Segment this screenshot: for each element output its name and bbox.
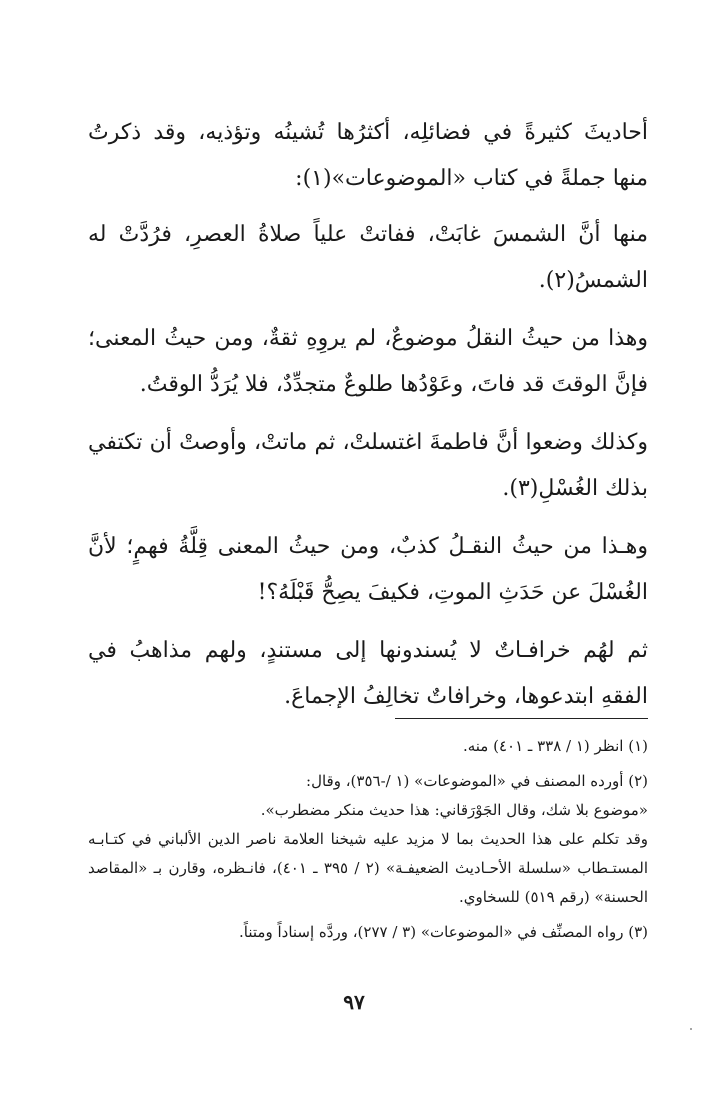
- paragraph-2: منها أنَّ الشمسَ غابَتْ، ففاتتْ علياً صلاةُ العصرِ، فرُدَّتْ له الشمسُ(٢).: [88, 222, 648, 293]
- page-number: ٩٧: [343, 990, 365, 1014]
- paragraph-3: وهذا من حيثُ النقلُ موضوعٌ، لم يروِهِ ثقةٌ، ومن حيثُ المعنى؛ فإنَّ الوقتَ قد فاتَ، وعَوْدُها طلوعٌ متجدِّدٌ، فلا يُرَدُّ الوقتُ.: [88, 326, 648, 397]
- footnote-2-quote: «موضوع بلا شك، وقال الجَوْرَقاني: هذا حديث منكر مضطرب».: [260, 801, 648, 819]
- footnote-divider: [395, 718, 648, 719]
- main-text: [88, 110, 648, 732]
- paragraph-5: وهـذا من حيثُ النقـلُ كذبٌ، ومن حيثُ المعنى قِلَّةُ فهمٍ؛ لأنَّ الغُسْلَ عن حَدَثِ الموتِ، فكيفَ يصِحُّ قَبْلَهُ؟!: [88, 534, 648, 605]
- footnote-2-continuation: وقد تكلم على هذا الحديث بما لا مزيد عليه شيخنا العلامة ناصر الدين الألباني في كتـابـه المستـطاب «سلسلة الأحـاديث الضعيفـة» (٢ / ٣٩٥ ـ ٤٠١)، فانـظره، وقارن بـ «المقاصد الحسنة» (رقم ٥١٩) للسخاوي.: [88, 830, 648, 906]
- footnote-2: (٢) أورده المصنف في «الموضوعات» (١ /-٣٥٦)، وقال:: [306, 772, 648, 790]
- scan-speck: [690, 1028, 692, 1030]
- footnotes: [88, 732, 648, 953]
- paragraph-1: أحاديثَ كثيرةً في فضائلِه، أكثرُها تُشينُه وتؤذيه، وقد ذكرتُ منها جملةً في كتاب «الموضوعات»(١):: [88, 120, 648, 191]
- paragraph-6: ثم لهُم خرافـاتٌ لا يُسندونها إلى مستندٍ، ولهم مذاهبُ في الفقهِ ابتدعوها، وخرافاتٌ تخالِفُ الإجماعَ.: [88, 638, 648, 709]
- footnote-1: (١) انظر (١ / ٣٣٨ ـ ٤٠١) منه.: [462, 737, 648, 755]
- footnote-3: (٣) رواه المصنِّف في «الموضوعات» (٣ / ٢٧٧)، وردَّه إسناداً ومتناً.: [239, 923, 648, 941]
- paragraph-4: وكذلك وضعوا أنَّ فاطمةَ اغتسلتْ، ثم ماتتْ، وأوصتْ أن تكتفي بذلك الغُسْلِ(٣).: [88, 430, 648, 501]
